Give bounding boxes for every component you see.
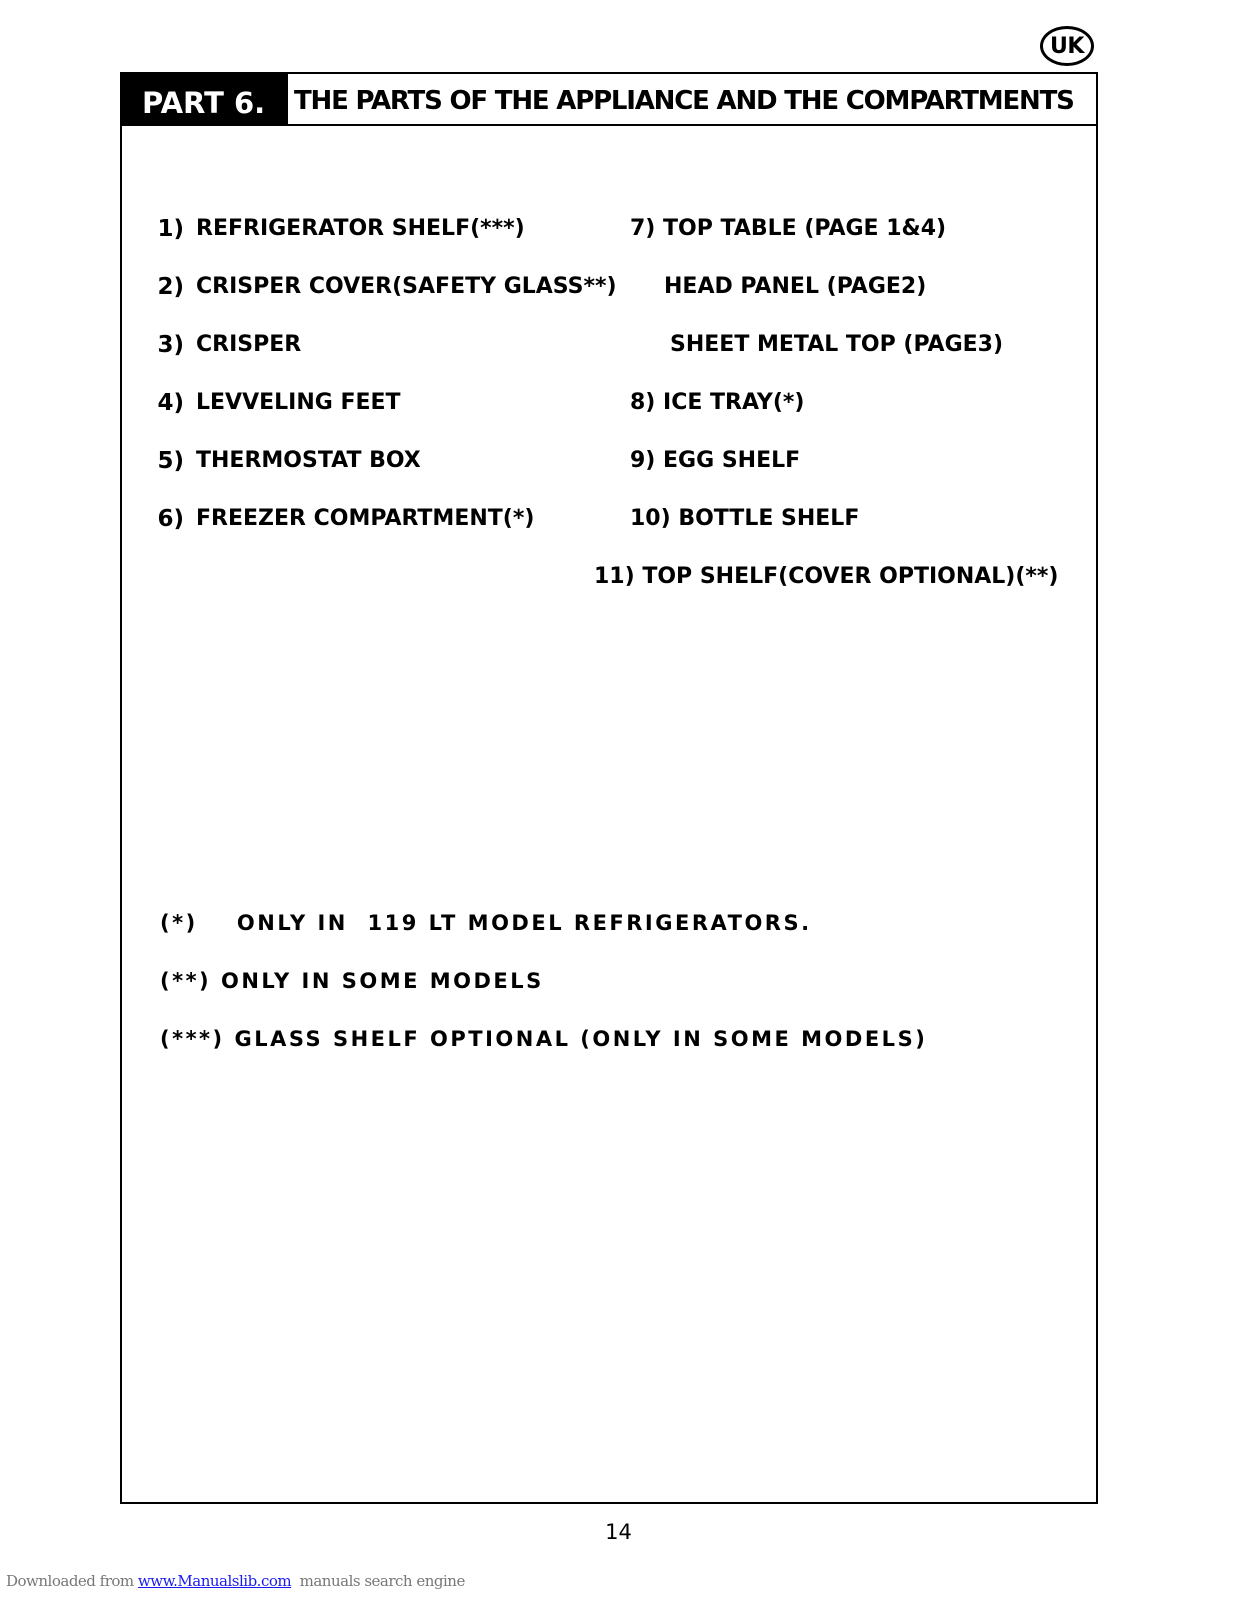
list-item: 10) BOTTLE SHELF [630, 506, 860, 531]
list-item [157, 388, 401, 418]
list-item: HEAD PANEL (PAGE2) [664, 274, 927, 299]
manualslib-link[interactable]: www.Manualslib.com [137, 1572, 292, 1590]
list-item [157, 446, 421, 476]
item-text: THERMOSTAT BOX [196, 448, 421, 473]
list-item [157, 330, 302, 360]
item-number: 2) [157, 274, 184, 300]
list-item [157, 504, 535, 534]
footer-suffix: manuals search engine [291, 1572, 465, 1590]
item-text: CRISPER COVER(SAFETY GLASS**) [196, 274, 617, 299]
footer-source [6, 1572, 465, 1590]
item-number: 4) [157, 390, 184, 416]
item-number: 6) [157, 506, 184, 532]
list-item [157, 272, 617, 302]
footnote: (**) ONLY IN SOME MODELS [160, 969, 544, 993]
uk-badge: UK [1040, 26, 1094, 66]
page-title: THE PARTS OF THE APPLIANCE AND THE COMPARTMENTS [288, 74, 1096, 126]
list-item: SHEET METAL TOP (PAGE3) [670, 332, 1004, 357]
item-text: REFRIGERATOR SHELF(***) [196, 216, 525, 241]
item-text: CRISPER [196, 332, 302, 357]
item-number: 5) [157, 448, 184, 474]
list-item: 7) TOP TABLE (PAGE 1&4) [630, 216, 947, 241]
footnote: (***) GLASS SHELF OPTIONAL (ONLY IN SOME MODELS) [160, 1027, 928, 1051]
list-item: 9) EGG SHELF [630, 448, 801, 473]
page-number: 14 [605, 1520, 632, 1544]
part-label: PART 6. [122, 74, 288, 126]
item-number: 1) [157, 216, 184, 242]
list-item [157, 214, 525, 244]
list-item: 11) TOP SHELF(COVER OPTIONAL)(**) [594, 564, 1059, 589]
footer-prefix: Downloaded from [6, 1572, 138, 1590]
footnote: (*) ONLY IN 119 LT MODEL REFRIGERATORS. [160, 911, 812, 935]
list-item: 8) ICE TRAY(*) [630, 390, 805, 415]
item-text: FREEZER COMPARTMENT(*) [196, 506, 535, 531]
item-text: LEVVELING FEET [196, 390, 401, 415]
item-number: 3) [157, 332, 184, 358]
